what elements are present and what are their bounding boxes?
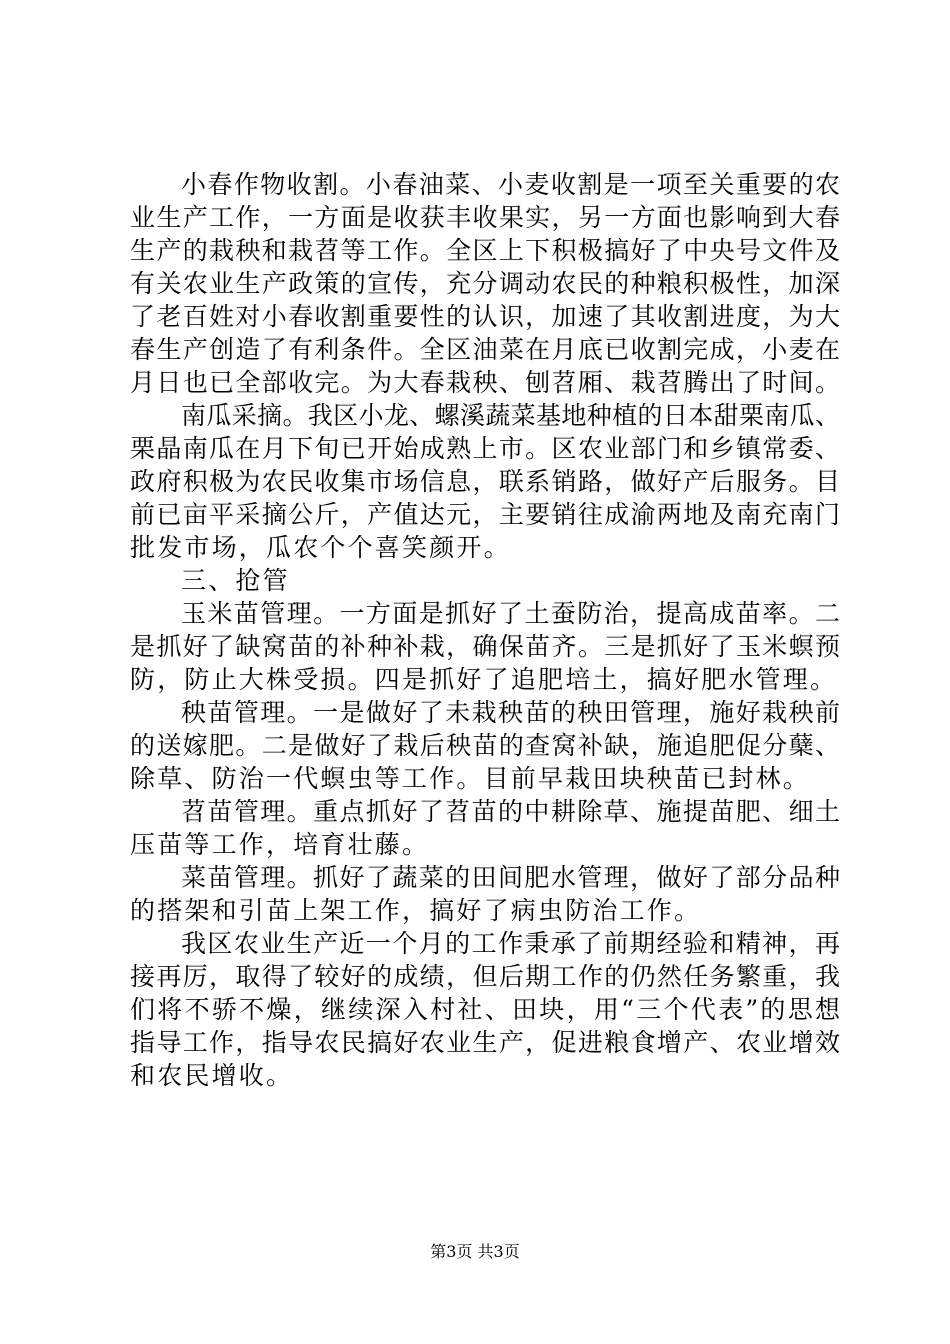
text-line: 菜苗管理。抓好了蔬菜的田间肥水管理，做好了部分品种 [181, 863, 840, 892]
text-line: 月日也已全部收完。为大春栽秧、刨苕厢、栽苕腾出了时间。 [130, 368, 840, 397]
paragraph-sweet-potato-seedlings [130, 795, 840, 861]
text-line: 压苗等工作，培育壮藤。 [130, 830, 430, 859]
text-line: 的送嫁肥。二是做好了栽后秧苗的查窝补缺，施追肥促分蘖、 [130, 731, 840, 760]
document-body [130, 168, 840, 1092]
text-line: 春生产创造了有利条件。全区油菜在月底已收割完成，小麦在 [130, 335, 840, 364]
text-line: 接再厉，取得了较好的成绩，但后期工作的仍然任务繁重，我 [130, 962, 840, 991]
text-line: 前已亩平采摘公斤，产值达元，主要销往成渝两地及南充南门 [130, 500, 840, 529]
text-line: 了老百姓对小春收割重要性的认识，加速了其收割进度，为大 [130, 302, 840, 331]
text-line: 栗晶南瓜在月下旬已开始成熟上市。区农业部门和乡镇常委、 [130, 434, 840, 463]
text-line: 南瓜采摘。我区小龙、螺溪蔬菜基地种植的日本甜栗南瓜、 [181, 401, 840, 430]
text-line: 生产的栽秧和栽苕等工作。全区上下积极搞好了中央号文件及 [130, 236, 840, 265]
text-line: 的搭架和引苗上架工作，搞好了病虫防治工作。 [130, 896, 702, 925]
paragraph-conclusion [130, 927, 840, 1092]
text-line: 防，防止大株受损。四是抓好了追肥培土，搞好肥水管理。 [130, 665, 838, 694]
paragraph-corn-seedlings [130, 597, 840, 696]
text-line: 政府积极为农民收集市场信息，联系销路，做好产后服务。目 [130, 467, 840, 496]
text-line: 小春作物收割。小春油菜、小麦收割是一项至关重要的农 [181, 170, 840, 199]
text-line: 有关农业生产政策的宣传，充分调动农民的种粮积极性，加深 [130, 269, 840, 298]
text-line: 玉米苗管理。一方面是抓好了土蚕防治，提高成苗率。二 [181, 599, 840, 628]
page-footer: 第3页 共3页 [430, 1242, 520, 1261]
section-heading-3 [130, 564, 840, 597]
text-line: 批发市场，瓜农个个喜笑颜开。 [130, 533, 511, 562]
text-line: 我区农业生产近一个月的工作秉承了前期经验和精神，再 [181, 929, 840, 958]
text-line: 除草、防治一代螟虫等工作。目前早栽田块秧苗已封林。 [130, 764, 811, 793]
paragraph-vegetable-seedlings [130, 861, 840, 927]
text-line: 苕苗管理。重点抓好了苕苗的中耕除草、施提苗肥、细土 [181, 797, 840, 826]
text-line: 和农民增收。 [130, 1061, 294, 1090]
text-line: 是抓好了缺窝苗的补种补栽，确保苗齐。三是抓好了玉米螟预 [130, 632, 840, 661]
paragraph-rice-seedlings [130, 696, 840, 795]
text-line: 秧苗管理。一是做好了未栽秧苗的秧田管理，施好栽秧前 [181, 698, 840, 727]
text-line: 指导工作，指导农民搞好农业生产，促进粮食增产、农业增效 [130, 1028, 840, 1057]
text-line: 们将不骄不燥，继续深入村社、田块，用“三个代表”的思想 [130, 995, 840, 1024]
paragraph-spring-harvest [130, 168, 840, 399]
text-line: 三、抢管 [181, 566, 290, 595]
text-line: 业生产工作，一方面是收获丰收果实，另一方面也影响到大春 [130, 203, 840, 232]
paragraph-pumpkin-picking [130, 399, 840, 564]
